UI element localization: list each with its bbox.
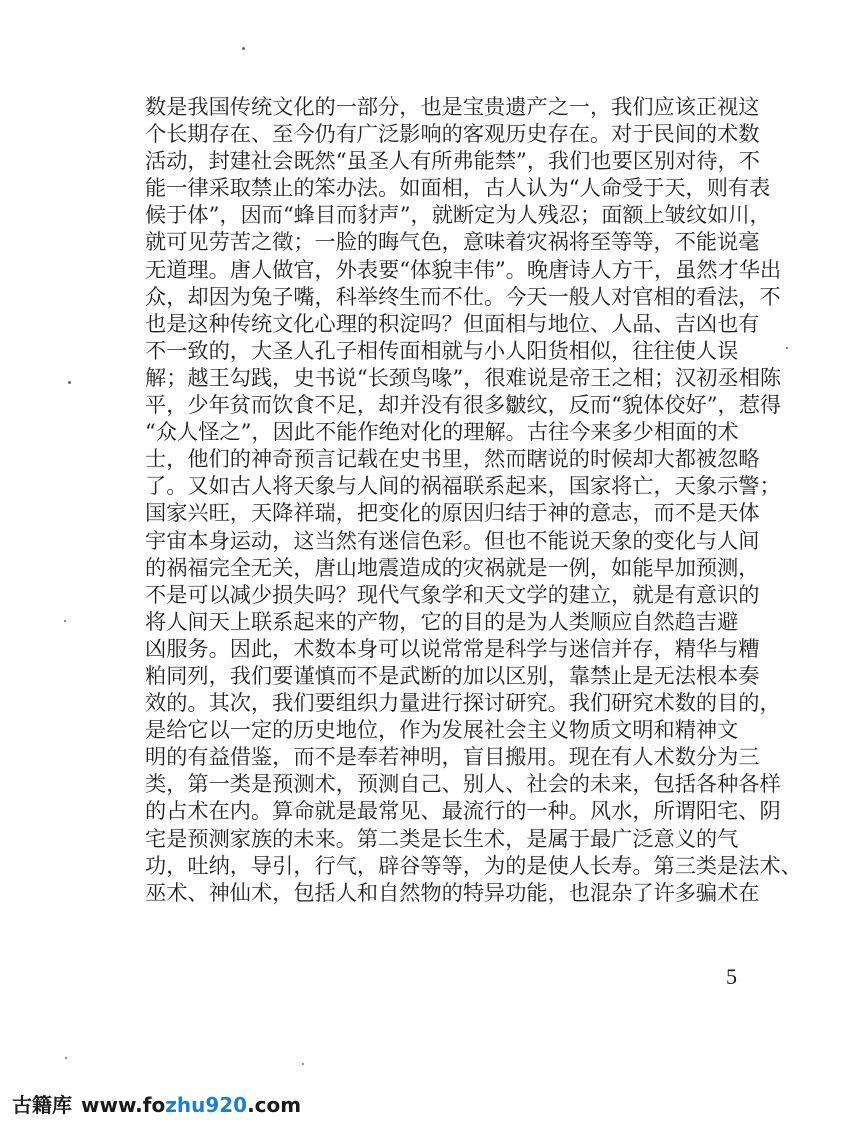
text-line: 的占术在内。算命就是最常见、最流行的一种。风水，所谓阳宅、阴	[145, 798, 781, 824]
text-line: 就可见劳苦之徵；一脸的晦气色，意味着灾祸将至等等，不能说毫	[145, 229, 760, 255]
text-line: 数是我国传统文化的一部分，也是宝贵遗产之一，我们应该正视这	[145, 94, 760, 119]
scan-speck	[242, 47, 245, 50]
text-line: 无道理。唐人做官，外表要“体貌丰伟”。晚唐诗人方干，虽然才华出	[145, 256, 782, 282]
scan-speck	[302, 1063, 304, 1065]
text-line: 活动，封建社会既然“虽圣人有所弗能禁”，我们也要区别对待，不	[145, 148, 760, 174]
text-line: 国家兴旺，天降祥瑞，把变化的原因归结于神的意志，而不是天体	[145, 500, 760, 526]
page-number: 5	[726, 964, 737, 989]
text-line: 宅是预测家族的未来。第二类是长生术，是属于最广泛意义的气	[145, 825, 739, 851]
text-line: 士，他们的神奇预言记载在史书里，然而瞎说的时候却大都被忽略	[145, 446, 760, 472]
watermark-site-name: 古籍库	[12, 1093, 72, 1117]
text-line: 将人间天上联系起来的产物，它的目的是为人类顺应自然趋吉避	[145, 608, 739, 634]
site-watermark	[12, 1089, 301, 1118]
text-line: 巫术、神仙术，包括人和自然物的特异功能，也混杂了许多骗术在	[145, 879, 760, 905]
scan-speck	[65, 1057, 67, 1059]
text-line: “众人怪之”，因此不能作绝对化的理解。古往今来多少相面的术	[145, 419, 739, 445]
text-line: 不是可以减少损失吗？现代气象学和天文学的建立，就是有意识的	[145, 581, 760, 607]
body-text	[145, 93, 802, 906]
scan-speck	[68, 381, 71, 384]
text-line: 平，少年贫而饮食不足，却并没有很多皺纹，反而“貌体佼好”，惹得	[145, 392, 782, 418]
text-line: 了。又如古人将天象与人间的祸福联系起来，国家将亡，天象示警；	[145, 473, 781, 499]
watermark-url-part: .com	[247, 1093, 302, 1117]
text-line: 个长期存在、至今仍有广泛影响的客观历史存在。对于民间的术数	[145, 121, 760, 147]
watermark-url-part: www.fo	[81, 1093, 166, 1117]
text-line: 不一致的，大圣人孔子相传面相就与小人阳货相似，往往使人误	[145, 337, 739, 363]
scan-speck	[786, 347, 788, 349]
text-line: 类，第一类是预测术，预测自己、别人、社会的未来，包括各种各样	[145, 771, 781, 797]
text-line: 众，却因为兔子嘴，科举终生而不仕。今天一般人对官相的看法，不	[145, 283, 781, 309]
watermark-url-part: zhu920	[165, 1093, 248, 1117]
text-line: 宇宙本身运动，这当然有迷信色彩。但也不能说天象的变化与人间	[145, 527, 760, 553]
text-line: 的祸福完全无关，唐山地震造成的灾祸就是一例，如能早加预测，	[145, 554, 760, 580]
text-line: 明的有益借鉴，而不是奉若神明，盲目搬用。现在有人术数分为三	[145, 744, 760, 770]
text-line: 也是这种传统文化心理的积淀吗？但面相与地位、人品、吉凶也有	[145, 310, 760, 336]
text-line: 解；越王勾践，史书说“长颈鸟喙”，很难说是帝王之相；汉初丞相陈	[145, 364, 782, 390]
text-line: 功，吐纳，导引，行气，辟谷等等，为的是使人长寿。第三类是法术、	[145, 852, 802, 878]
text-line: 效的。其次，我们要组织力量进行探讨研究。我们研究术数的目的，	[145, 690, 781, 716]
scan-speck	[64, 620, 66, 622]
text-line: 能一律采取禁止的笨办法。如面相，古人认为“人命受于天，则有表	[145, 175, 771, 201]
text-line: 凶服务。因此，术数本身可以说常常是科学与迷信并存，精华与糟	[145, 635, 760, 661]
text-line: 粕同列，我们要谨慎而不是武断的加以区别，靠禁止是无法根本奏	[145, 662, 760, 688]
text-line: 是给它以一定的历史地位，作为发展社会主义物质文明和精神文	[145, 717, 739, 743]
text-line: 候于体”，因而“蜂目而豺声”，就断定为人残忍；面额上皱纹如川，	[145, 202, 771, 228]
